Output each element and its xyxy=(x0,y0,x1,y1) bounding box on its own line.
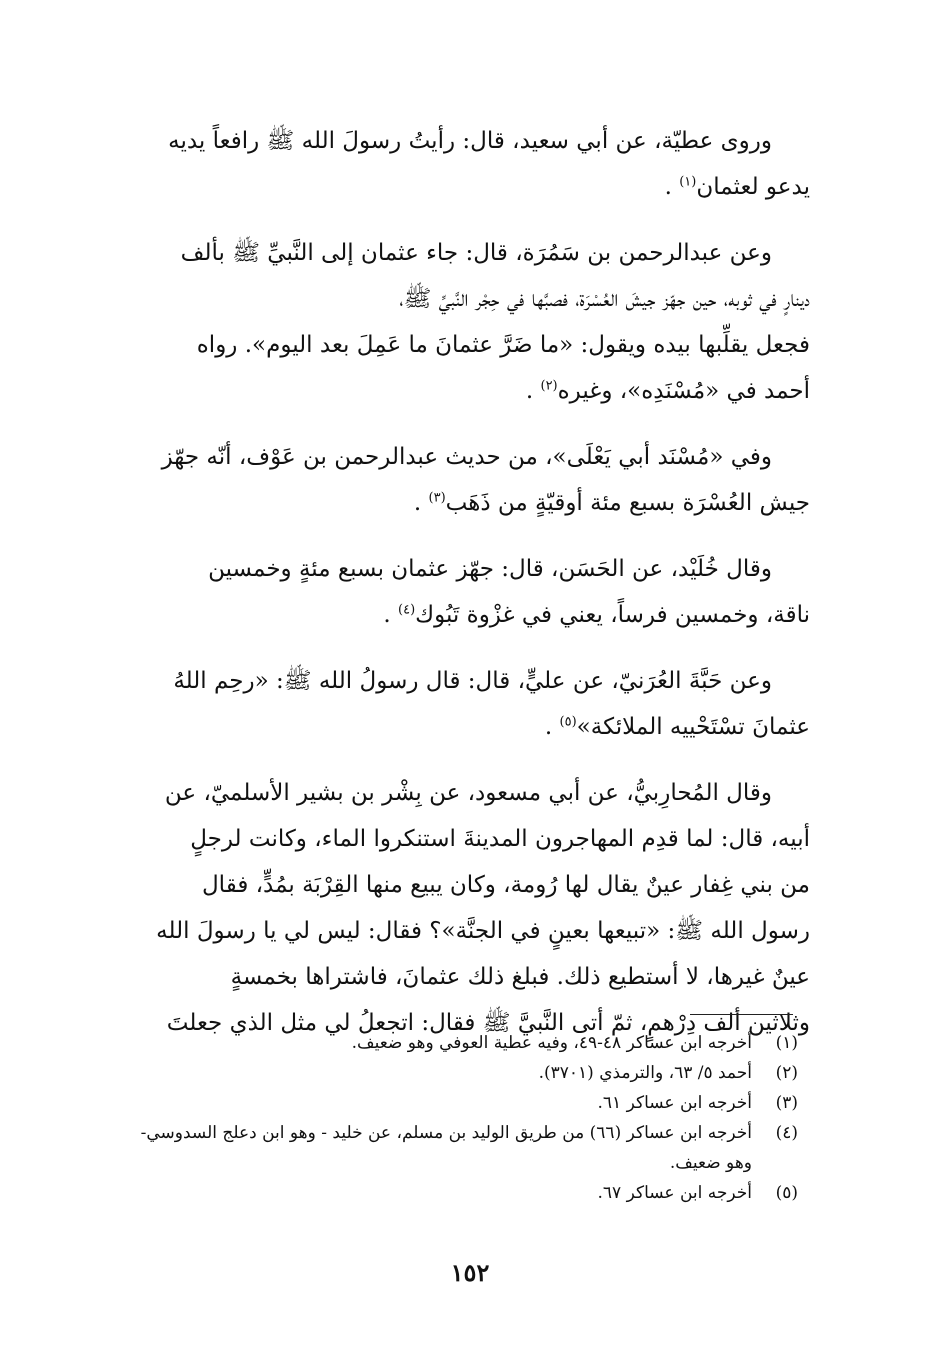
text-line: فجعل يقلِّبها بيده ويقول: «ما ضَرَّ عثمانَ ما عَمِلَ بعد اليوم». رواه xyxy=(196,332,810,358)
footnote xyxy=(138,1118,798,1178)
footnote-ref[interactable]: (١) xyxy=(679,174,697,190)
footnote-number: (٥) xyxy=(775,1183,798,1203)
paragraph xyxy=(138,546,810,638)
text-line: دينارٍ في ثوبه، حين جهّز جيشَ العُسْرَة، فصبَّها في حِجْر النَّبيِّ ﷺ، xyxy=(399,286,810,312)
footnote-ref[interactable]: (٤) xyxy=(398,602,416,618)
text-line: من بني غِفار عينٌ يقال لها رُومة، وكان يبيع منها القِرْبَة بمُدٍّ، فقال xyxy=(201,872,810,898)
paragraph xyxy=(138,118,810,210)
text-run: يدعو لعثمان xyxy=(696,174,810,200)
text-line: وثلاثين ألف دِرْهمٍ، ثمّ أتى النَّبيَّ ﷺ فقال: اتجعلُ لي مثل الذي جعلتَ xyxy=(166,1010,810,1036)
footnote-number: (٤) xyxy=(775,1123,798,1143)
text-run: عثمانَ تسْتَحْييه الملائكة» xyxy=(576,714,810,740)
paragraph xyxy=(138,658,810,750)
text-run: . xyxy=(664,174,680,200)
text-line: رسول الله ﷺ: «تبيعها بعينٍ في الجنَّة»؟ فقال: ليس لي يا رسولَ الله xyxy=(156,918,810,944)
main-text xyxy=(138,118,810,1066)
text-run: أحمد في «مُسْنَدِه»، وغيره xyxy=(557,378,810,404)
text-line: وفي «مُسْنَد أبي يَعْلَى»، من حديث عبدالرحمن بن عَوْف، أنّه جهّز xyxy=(161,444,772,470)
footnote-number: (١) xyxy=(775,1033,798,1053)
text-line: وقال المُحارِبيُّ، عن أبي مسعود، عن بِشْر بن بشير الأسلميّ، عن xyxy=(164,780,772,806)
paragraph xyxy=(138,770,810,1046)
paragraph xyxy=(138,434,810,526)
text-line: أبيه، قال: لما قدِم المهاجرون المدينةَ استنكروا الماء، وكانت لرجلٍ xyxy=(190,826,810,852)
text-line: وعن حَبَّةَ العُرَنيّ، عن عليٍّ، قال: قال رسولُ الله ﷺ: «رحِم اللهُ xyxy=(173,668,772,694)
text-run: جيش العُسْرَة بسبع مئة أوقيّةٍ من ذَهَب xyxy=(445,490,810,516)
text-line: وعن عبدالرحمن بن سَمُرَة، قال: جاء عثمان إلى النَّبيِّ ﷺ بألف xyxy=(180,240,772,266)
footnote-ref[interactable]: (٢) xyxy=(540,378,558,394)
text-line xyxy=(138,368,810,414)
footnote-text: أخرجه ابن عساكر ٦١. xyxy=(597,1093,752,1113)
text-run: . xyxy=(383,602,399,628)
text-line: وقال خُلَيْد، عن الحَسَن، قال: جهّز عثمان بسبع مئةٍ وخمسين xyxy=(208,556,772,582)
footnote-ref[interactable]: (٣) xyxy=(428,490,446,506)
footnote-text: أحمد ٥/ ٦٣، والترمذي (٣٧٠١). xyxy=(538,1063,752,1083)
footnote xyxy=(138,1178,798,1208)
text-line: عينٌ غيرها، لا أستطيع ذلك. فبلغ ذلك عثمانَ، فاشتراها بخمسةٍ xyxy=(230,964,810,990)
text-line xyxy=(138,592,810,638)
footnotes xyxy=(138,1028,798,1208)
text-line xyxy=(138,480,810,526)
footnote-number: (٣) xyxy=(775,1093,798,1113)
footnote-divider xyxy=(690,1014,793,1015)
footnote xyxy=(138,1088,798,1118)
footnote xyxy=(138,1028,798,1058)
footnote xyxy=(138,1058,798,1088)
paragraph xyxy=(138,230,810,414)
text-run: . xyxy=(544,714,560,740)
page-number: ١٥٢ xyxy=(450,1258,490,1287)
footnote-text: أخرجه ابن عساكر ٦٧. xyxy=(597,1183,752,1203)
footnote-number: (٢) xyxy=(775,1063,798,1083)
text-run: . xyxy=(525,378,541,404)
text-line xyxy=(138,164,810,210)
footnote-text: أخرجه ابن عساكر (٦٦) من طريق الوليد بن مسلم، عن خليد - وهو ابن دعلج السدوسي- وهو ضعيف. xyxy=(140,1123,752,1173)
text-run: . xyxy=(413,490,429,516)
footnote-text: أخرجه ابن عساكر ٤٨-٤٩، وفيه عطية العوفي وهو ضعيف. xyxy=(351,1033,752,1053)
text-line xyxy=(138,704,810,750)
text-line: وروى عطيّة، عن أبي سعيد، قال: رأيتُ رسولَ الله ﷺ رافعاً يديه xyxy=(168,128,772,154)
text-run: ناقة، وخمسين فرساً، يعني في غزْوة تَبُوك xyxy=(415,602,810,628)
footnote-ref[interactable]: (٥) xyxy=(559,714,577,730)
